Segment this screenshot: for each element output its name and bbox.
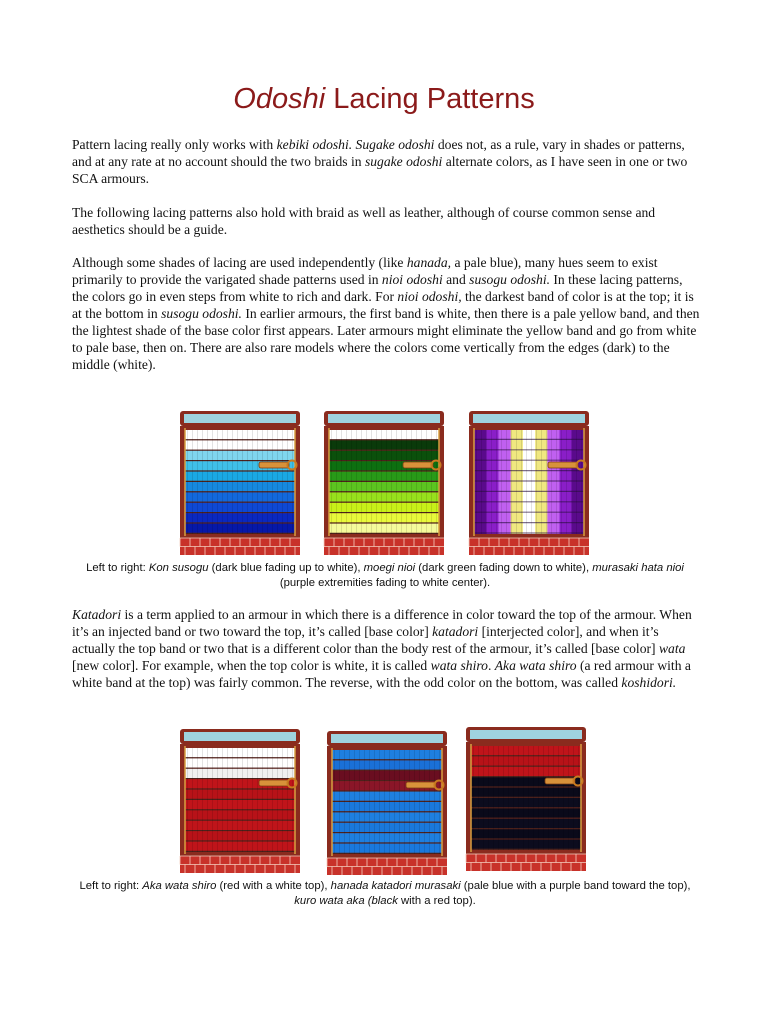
text-run: koshidori. <box>621 675 677 690</box>
lace-band <box>185 503 295 512</box>
lace-row-divider <box>471 786 581 787</box>
text-run: [new color]. For example, when the top color is white, it is called <box>72 658 431 673</box>
armour-top-plate-inset <box>331 734 443 743</box>
attachment-cord <box>259 462 289 468</box>
armour-top-plate-inset <box>328 414 440 423</box>
lace-band <box>471 788 581 797</box>
text-run: does not, as a rule, vary in shades or patterns, and at any rate at no account should the two braids in <box>72 137 685 169</box>
text-run: Katadori <box>72 607 122 622</box>
lace-row-divider <box>185 522 295 523</box>
text-run: kebiki odoshi. <box>276 137 353 152</box>
text-run: The following lacing patterns also hold with braid as well as leather, although of course common sense and aesthetics should be a guide. <box>72 205 656 237</box>
lace-row-divider <box>185 512 295 513</box>
text-run: susogu odoshi. <box>469 272 550 287</box>
attachment-cord <box>259 780 289 786</box>
lace-band <box>332 771 442 780</box>
paragraph-pattern-lacing <box>72 136 702 187</box>
lace-row-divider <box>185 502 295 503</box>
lace-row-divider <box>185 840 295 841</box>
lace-row-divider <box>185 851 295 852</box>
text-run: (red with a white top), <box>216 880 331 892</box>
caption-bottom-row <box>72 879 698 909</box>
lace-row-divider <box>332 811 442 812</box>
lace-band <box>332 833 442 842</box>
lace-row-divider <box>471 766 581 767</box>
lace-row-divider <box>471 807 581 808</box>
lace-row-divider <box>329 533 439 534</box>
text-run: (pale blue with a purple band toward the top), <box>460 880 691 892</box>
text-run: sugake odoshi <box>364 154 443 169</box>
armour-top-plate-inset <box>184 732 296 741</box>
attachment-cord <box>548 462 578 468</box>
lace-band <box>332 823 442 832</box>
lace-row-divider <box>185 533 295 534</box>
text-run: Left to right: <box>79 880 143 892</box>
lace-band <box>185 821 295 830</box>
lace-band <box>329 513 439 522</box>
lace-row-divider <box>329 512 439 513</box>
lace-band <box>185 430 295 439</box>
lace-row-divider <box>185 460 295 461</box>
armour-top-plate-inset <box>184 414 296 423</box>
lace-band <box>329 451 439 460</box>
title-rest: Lacing Patterns <box>325 83 535 115</box>
text-run: Although some shades of lacing are used independently (like <box>72 255 407 270</box>
lace-row-divider <box>329 491 439 492</box>
text-run: nioi odoshi <box>381 272 443 287</box>
armour-hanada-katadori-murasaki <box>326 730 448 876</box>
lace-band <box>185 758 295 767</box>
lace-band <box>471 798 581 807</box>
lace-row-divider <box>332 770 442 771</box>
lace-band <box>185 790 295 799</box>
armour-top-plate-inset <box>473 414 585 423</box>
lace-band <box>185 513 295 522</box>
lace-band <box>471 767 581 776</box>
text-run: wata <box>658 641 686 656</box>
text-run: . <box>487 658 495 673</box>
lace-row-divider <box>185 788 295 789</box>
text-run: (dark blue fading up to white), <box>208 562 364 574</box>
lace-band <box>332 760 442 769</box>
lace-band <box>185 769 295 778</box>
lace-row-divider <box>332 780 442 781</box>
lace-row-divider <box>185 481 295 482</box>
text-run: nioi odoshi, <box>397 289 462 304</box>
lace-row-divider <box>329 502 439 503</box>
lace-row-divider <box>471 818 581 819</box>
lace-row-divider <box>471 776 581 777</box>
lace-band <box>332 844 442 853</box>
lace-row-divider <box>185 799 295 800</box>
paragraph-shades <box>72 254 702 373</box>
lace-row-divider <box>185 809 295 810</box>
text-run: In earlier armours, the first band is white, then there is a pale yellow band, and then the lightest shade of the base color first appears. Later armours might eliminate the yellow band and go from white to pale base, then on. There are also rare models where the colors come vertically from the edges (dark) to the middle (white). <box>72 306 700 372</box>
lace-band <box>185 482 295 491</box>
lace-row-divider <box>329 460 439 461</box>
attachment-cord <box>403 462 433 468</box>
lace-band <box>332 792 442 801</box>
lace-column <box>486 430 499 534</box>
text-run: In these lacing patterns, the colors go in even steps from white to rich and dark. For <box>72 272 683 304</box>
lace-column <box>523 430 536 534</box>
lace-row-divider <box>185 491 295 492</box>
lace-row-divider <box>185 768 295 769</box>
lace-band <box>329 472 439 481</box>
text-run: wata shiro <box>430 658 488 673</box>
lace-band <box>185 831 295 840</box>
paragraph-katadori <box>72 606 702 691</box>
text-run: is a term applied to an armour in which there is a difference in color toward the top of the armour. When it’s an injected band or two toward the top, it’s called [base color] <box>72 607 692 639</box>
lace-band <box>185 524 295 533</box>
text-run: kuro wata aka (black <box>294 895 398 907</box>
armour-moegi-nioi <box>323 410 445 556</box>
lace-row-divider <box>332 801 442 802</box>
lace-band <box>332 812 442 821</box>
lace-row-divider <box>185 778 295 779</box>
lace-band <box>471 829 581 838</box>
lace-band <box>329 482 439 491</box>
lace-band <box>329 440 439 449</box>
lace-band <box>185 748 295 757</box>
text-run: Left to right: <box>86 562 149 574</box>
lace-band <box>185 842 295 851</box>
lace-band <box>332 750 442 759</box>
lace-band <box>329 492 439 501</box>
text-run: Aka wata shiro <box>494 658 577 673</box>
paragraph-braid-leather <box>72 204 702 238</box>
caption-top-row <box>72 561 698 591</box>
lace-row-divider <box>332 759 442 760</box>
lace-row-divider <box>329 450 439 451</box>
lace-band <box>185 800 295 809</box>
lace-column <box>547 430 560 534</box>
lace-row-divider <box>185 820 295 821</box>
lace-band <box>185 451 295 460</box>
text-run: [interjected color], and when it’s actually the top band or two that is a different color than the body rest of the armour, it’s called [base color] <box>72 624 659 656</box>
lace-row-divider <box>332 853 442 854</box>
text-run: Aka wata shiro <box>142 880 217 892</box>
text-run: hanada, <box>406 255 452 270</box>
lace-band <box>185 440 295 449</box>
lace-row-divider <box>471 797 581 798</box>
armour-kuro-wata-aka <box>465 726 587 872</box>
text-run: a pale blue), many hues seem to exist primarily to provide the varigated shade patterns used in <box>72 255 658 287</box>
text-run: susogu odoshi. <box>161 306 242 321</box>
lace-row-divider <box>185 450 295 451</box>
lace-band <box>471 819 581 828</box>
lace-column <box>498 430 511 534</box>
lace-band <box>329 430 439 439</box>
lace-row-divider <box>332 822 442 823</box>
lace-band <box>471 746 581 755</box>
text-run: alternate colors, as I have seen in one or two SCA armours. <box>72 154 688 186</box>
lace-row-divider <box>329 470 439 471</box>
lace-band <box>471 840 581 849</box>
text-run: (a red armour with a white band at the top) was fairly common. The reverse, with the odd color on the bottom, was called <box>72 658 691 690</box>
text-run: katadori <box>432 624 479 639</box>
lace-column <box>474 430 487 534</box>
lace-row-divider <box>471 755 581 756</box>
lace-row-divider <box>329 439 439 440</box>
text-run: with a red top). <box>397 895 476 907</box>
lace-row-divider <box>329 481 439 482</box>
armour-murasaki-hata-nioi <box>468 410 590 556</box>
lace-band <box>329 503 439 512</box>
text-run: Kon susogu <box>148 562 209 574</box>
text-run: murasaki hata nioi <box>592 562 684 574</box>
text-run: Pattern lacing really only works with <box>72 137 277 152</box>
text-run: Sugake odoshi <box>355 137 435 152</box>
lace-row-divider <box>185 470 295 471</box>
lace-row-divider <box>471 849 581 850</box>
armour-aka-wata-shiro <box>179 728 301 874</box>
text-run: the darkest band of color is at the top; it is at the bottom in <box>72 289 694 321</box>
lace-row-divider <box>471 828 581 829</box>
lace-row-divider <box>185 757 295 758</box>
title-italic: Odoshi <box>233 83 326 115</box>
lace-column <box>572 430 585 534</box>
text-run: (purple extremities fading to white center). <box>279 577 491 589</box>
lace-row-divider <box>185 439 295 440</box>
text-run: and <box>442 272 470 287</box>
lace-row-divider <box>332 790 442 791</box>
lace-band <box>471 808 581 817</box>
armour-top-plate-inset <box>470 730 582 739</box>
lace-row-divider <box>332 832 442 833</box>
lace-band <box>185 492 295 501</box>
lace-row-divider <box>471 838 581 839</box>
text-run: hanada katadori murasaki <box>330 880 461 892</box>
lace-band <box>332 802 442 811</box>
lace-band <box>471 756 581 765</box>
text-run: (dark green fading down to white), <box>415 562 593 574</box>
lace-band <box>185 810 295 819</box>
attachment-cord <box>406 782 436 788</box>
attachment-cord <box>545 778 575 784</box>
lace-row-divider <box>185 830 295 831</box>
lace-band <box>185 472 295 481</box>
text-run: moegi nioi <box>363 562 416 574</box>
page-title <box>0 83 768 116</box>
lace-row-divider <box>329 522 439 523</box>
armour-kon-susogu <box>179 410 301 556</box>
lace-band <box>329 524 439 533</box>
lace-row-divider <box>332 842 442 843</box>
